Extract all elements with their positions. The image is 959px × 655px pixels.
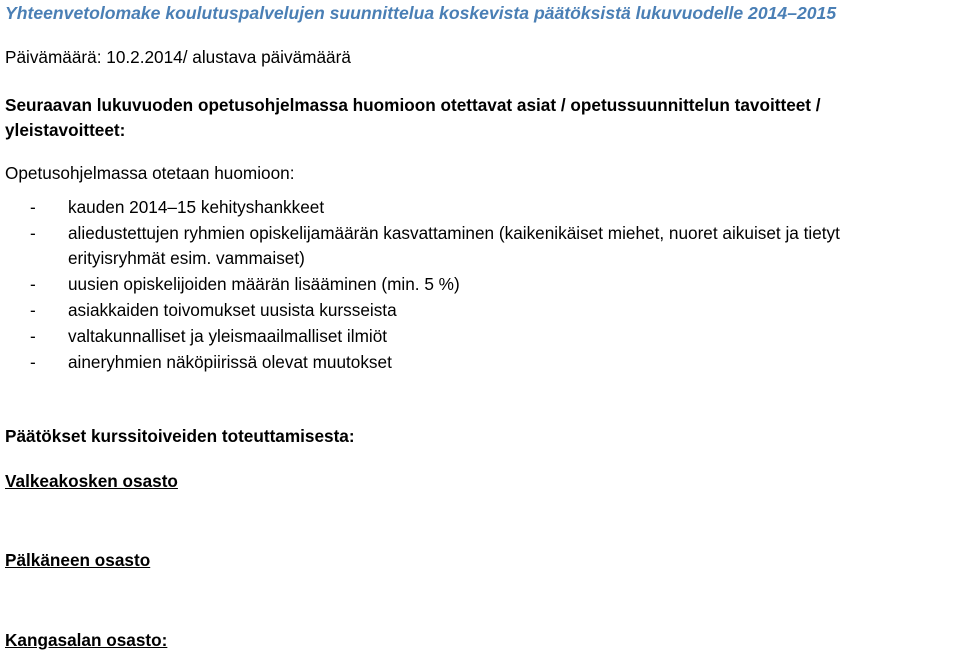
bullet-dash: - [30,300,36,320]
decisions-heading: Päätökset kurssitoiveiden toteuttamisesta: [5,426,355,446]
intro-text: Opetusohjelmassa otetaan huomioon: [5,163,295,183]
bullet-item: aliedustettujen ryhmien opiskelijamäärän kasvattaminen (kaikenikäiset miehet, nuoret aikuiset ja tietyt [68,223,840,243]
document-title: Yhteenvetolomake koulutuspalvelujen suunnittelua koskevista päätöksistä lukuvuodelle 2014–2015 [5,3,837,23]
bullet-item: kauden 2014–15 kehityshankkeet [68,197,325,217]
bullet-item: asiakkaiden toivomukset uusista kursseista [68,300,397,320]
bullet-item-continuation: erityisryhmät esim. vammaiset) [68,248,305,268]
bullet-dash: - [30,223,36,243]
section-palkane: Pälkäneen osasto [5,550,151,570]
bullet-dash: - [30,197,36,217]
bullet-dash: - [30,274,36,294]
bullet-item: uusien opiskelijoiden määrän lisääminen (min. 5 %) [68,274,460,294]
section-valkeakoski: Valkeakosken osasto [5,471,178,491]
bullet-item: valtakunnalliset ja yleismaailmalliset ilmiöt [68,326,388,346]
goals-heading-line-2: yleistavoitteet: [5,120,126,140]
section-kangasala: Kangasalan osasto: [5,630,168,650]
date-line: Päivämäärä: 10.2.2014/ alustava päivämäärä [5,47,351,67]
bullet-dash: - [30,326,36,346]
goals-heading-line-1: Seuraavan lukuvuoden opetusohjelmassa huomioon otettavat asiat / opetussuunnittelun tavoitteet / [5,95,821,115]
bullet-item: aineryhmien näköpiirissä olevat muutokset [68,352,392,372]
bullet-dash: - [30,352,36,372]
